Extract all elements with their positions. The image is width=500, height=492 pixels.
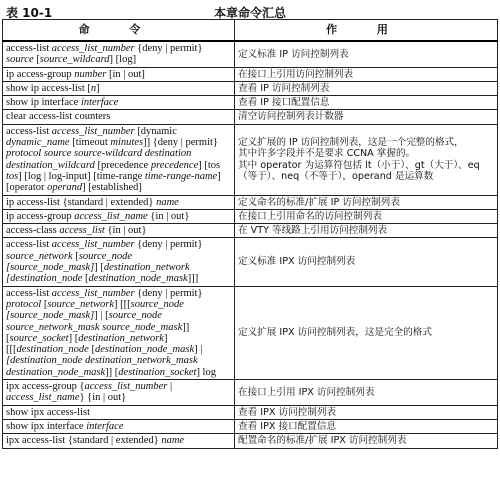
command-keyword: access-class: [6, 225, 60, 237]
effect-text: 查看 IP 访问控制列表: [238, 82, 330, 94]
command-keyword: [in | out]: [106, 68, 145, 80]
command-argument: destination_node_mask: [6, 366, 106, 378]
command-argument: [source_node_mask]: [6, 310, 95, 322]
command-argument: access_list_number: [51, 43, 135, 54]
command-argument: interface: [80, 97, 119, 109]
command-line: [6, 83, 231, 94]
command-keyword: ip access-group: [6, 210, 75, 222]
command-cell: [3, 286, 235, 379]
command-argument: source: [6, 54, 34, 66]
command-summary-table: [2, 19, 498, 449]
table-row: [3, 96, 498, 110]
command-line: [6, 421, 231, 432]
command-keyword: } {in | out}: [79, 392, 127, 404]
command-line: [6, 381, 231, 392]
command-argument: minutes: [110, 137, 144, 149]
table-row: [3, 195, 498, 209]
effect-cell: [235, 81, 498, 95]
effect-cell: [235, 195, 498, 209]
command-argument: source_node: [108, 310, 162, 322]
command-argument: source_socket: [9, 332, 69, 344]
command-keyword: [: [82, 273, 89, 285]
command-keyword: ] [: [68, 332, 79, 344]
command-line: [6, 299, 231, 310]
command-line: [6, 407, 231, 418]
command-line: [6, 148, 231, 159]
effect-text: 定义命名的标准/扩展 IP 访问控制列表: [238, 196, 400, 208]
command-line: [6, 344, 231, 355]
command-keyword: ]]: [182, 321, 190, 333]
command-line: [6, 137, 231, 148]
table-row: [3, 405, 498, 419]
effect-cell: [235, 405, 498, 419]
command-argument: source_node: [130, 298, 184, 310]
command-line: [6, 211, 231, 222]
command-cell: [3, 96, 235, 110]
table-row: [3, 224, 498, 238]
command-argument: dynamic_name: [6, 137, 70, 149]
command-argument: destination_socket: [118, 366, 197, 378]
command-keyword: access-list: [6, 125, 52, 137]
command-keyword: {deny | permit}: [134, 43, 203, 54]
command-argument: access_list_number: [51, 125, 135, 137]
command-line: [6, 262, 231, 273]
table-row: [3, 81, 498, 95]
table-row: [3, 124, 498, 195]
command-cell: [3, 209, 235, 223]
table-number: 表 10-1: [6, 6, 53, 20]
command-keyword: access-list: [6, 43, 52, 54]
command-cell: [3, 224, 235, 238]
command-keyword: ip access-group: [6, 68, 75, 80]
command-keyword: show ip access-list [: [6, 82, 91, 94]
effect-text: 在接口上引用访问控制列表: [238, 68, 354, 80]
effect-text: 定义标准 IPX 访问控制列表: [238, 256, 356, 268]
header-command: 命 令: [3, 20, 235, 42]
command-argument: name: [161, 435, 185, 447]
command-argument: source_network_mask source_node_mask: [6, 321, 183, 333]
command-keyword: {in | out}: [147, 210, 190, 222]
effect-text: 查看 IPX 接口配置信息: [238, 420, 337, 432]
command-line: [6, 225, 231, 236]
effect-text: 查看 IP 接口配置信息: [238, 97, 330, 109]
command-keyword: [: [6, 332, 10, 344]
effect-text: 定义扩展的 IP 访问控制列表，这是一个完整的格式，: [238, 137, 464, 149]
command-keyword: [: [72, 250, 79, 262]
command-keyword: [dynamic: [134, 125, 177, 137]
effect-cell: [235, 96, 498, 110]
command-line: [6, 333, 231, 344]
effect-text: 在接口上引用 IPX 访问控制列表: [238, 386, 375, 398]
effect-text: 配置命名的标准/扩展 IPX 访问控制列表: [238, 435, 407, 447]
command-line: [6, 69, 231, 80]
command-keyword: ] [log | log-input] [time-range: [18, 170, 145, 182]
command-argument: destination_network: [78, 332, 164, 344]
command-argument: access_list_number: [84, 381, 168, 393]
command-keyword: ] log: [196, 366, 216, 378]
command-cell: [3, 434, 235, 448]
command-keyword: {in | out}: [104, 225, 147, 237]
command-argument: precedence: [150, 159, 199, 171]
header-row: [3, 20, 498, 42]
effect-cell: [235, 419, 498, 433]
effect-cell: [235, 209, 498, 223]
command-keyword: ] [tos: [198, 159, 221, 171]
effect-text: 查看 IPX 访问控制列表: [238, 406, 337, 418]
table-body: [3, 41, 498, 448]
command-argument: source_node: [78, 250, 133, 262]
command-line: [6, 239, 231, 250]
command-cell: [3, 67, 235, 81]
table-row: [3, 238, 498, 286]
command-keyword: ]: [217, 170, 221, 182]
header-effect: 作 用: [235, 20, 498, 42]
command-keyword: ]]]: [187, 273, 199, 285]
effect-cell: [235, 67, 498, 81]
effect-cell: [235, 286, 498, 379]
effect-text: 定义标准 IP 访问控制列表: [238, 48, 349, 60]
command-argument: access_list_number: [51, 287, 135, 299]
command-argument: access_list_name: [74, 210, 148, 222]
command-line: [6, 273, 231, 284]
command-argument: destination_node_mask: [88, 273, 188, 285]
command-argument: [source_node_mask]: [6, 262, 95, 274]
command-argument: destination_wildcard: [6, 159, 95, 171]
command-keyword: ipx access-group {: [6, 381, 85, 393]
command-keyword: [: [41, 298, 48, 310]
command-keyword: {deny | permit}: [134, 239, 203, 251]
command-keyword: [: [88, 344, 95, 356]
command-keyword: show ipx interface: [6, 420, 87, 432]
command-cell: [3, 41, 235, 67]
command-keyword: ] [[[: [114, 298, 131, 310]
command-keyword: [[[: [6, 344, 17, 356]
command-line: [6, 111, 231, 122]
table-row: [3, 286, 498, 379]
command-argument: tos: [6, 170, 19, 182]
table-row: [3, 110, 498, 124]
command-cell: [3, 238, 235, 286]
command-line: [6, 435, 231, 446]
command-cell: [3, 195, 235, 209]
command-cell: [3, 380, 235, 406]
command-keyword: ip access-list {standard | extended}: [6, 196, 157, 208]
command-argument: interface: [86, 420, 124, 432]
effect-text: 其中许多字段并不是要求 CCNA 掌握的。: [238, 148, 416, 160]
effect-text: 在 VTY 等线路上引用访问控制列表: [238, 225, 388, 237]
command-keyword: show ipx access-list: [6, 406, 90, 418]
command-line: [6, 160, 231, 171]
command-argument: number: [74, 68, 107, 80]
command-keyword: [precedence: [94, 159, 151, 171]
command-keyword: ]: [96, 82, 100, 94]
command-keyword: |: [167, 381, 173, 393]
table-title: 本章命令汇总: [213, 6, 286, 20]
command-line: [6, 251, 231, 262]
command-line: [6, 197, 231, 208]
table-caption: [4, 2, 496, 20]
command-keyword: [: [33, 54, 40, 66]
effect-text: （等于）、neq（不等于），operand 是运算数: [238, 170, 434, 182]
command-argument: [destination_node: [6, 273, 83, 285]
command-cell: [3, 419, 235, 433]
effect-cell: [235, 124, 498, 195]
table-row: [3, 209, 498, 223]
command-argument: access_list_number: [51, 239, 135, 251]
effect-cell: [235, 238, 498, 286]
command-line: [6, 392, 231, 403]
effect-cell: [235, 224, 498, 238]
command-line: [6, 182, 231, 193]
command-keyword: ipx access-list {standard | extended}: [6, 435, 162, 447]
command-line: [6, 43, 231, 66]
command-keyword: ]: [163, 332, 168, 344]
command-argument: n: [90, 82, 97, 94]
command-keyword: ] [: [94, 262, 104, 274]
effect-text: 在接口上引用命名的访问控制列表: [238, 210, 382, 222]
command-keyword: access-list: [6, 239, 52, 251]
command-argument: name: [156, 196, 179, 208]
command-argument: destination_node_mask: [94, 344, 195, 356]
command-argument: protocol: [6, 298, 42, 310]
command-argument: destination_node: [16, 344, 89, 356]
command-line: [6, 355, 231, 366]
command-keyword: ] | [: [94, 310, 109, 322]
command-argument: access_list: [59, 225, 105, 237]
command-argument: time-range-name: [144, 170, 218, 182]
command-line: [6, 322, 231, 333]
command-argument: protocol source source-wildcard destination: [6, 148, 192, 160]
command-keyword: ] [log]: [109, 54, 137, 66]
command-line: [6, 171, 231, 182]
command-argument: source_wildcard: [39, 54, 110, 66]
command-keyword: [timeout: [69, 137, 111, 149]
effect-cell: [235, 380, 498, 406]
command-line: [6, 126, 231, 137]
command-cell: [3, 124, 235, 195]
effect-text: 清空访问控制列表计数器: [238, 111, 344, 123]
command-line: [6, 97, 231, 108]
command-keyword: [operator: [6, 182, 48, 194]
command-cell: [3, 110, 235, 124]
table-header: [3, 20, 498, 42]
table-row: [3, 67, 498, 81]
table-row: [3, 41, 498, 67]
command-keyword: ]] {deny | permit}: [143, 137, 218, 149]
effect-text: 定义扩展 IPX 访问控制列表，这是完全的格式: [238, 327, 432, 339]
command-argument: operand: [47, 182, 83, 194]
table-row: [3, 434, 498, 448]
command-keyword: access-list: [6, 287, 52, 299]
command-line: [6, 288, 231, 299]
command-keyword: {deny | permit}: [134, 287, 203, 299]
effect-cell: [235, 434, 498, 448]
command-argument: destination_network: [103, 262, 190, 274]
command-argument: [destination_node destination_network_mask: [6, 355, 198, 367]
effect-cell: [235, 41, 498, 67]
command-cell: [3, 405, 235, 419]
command-keyword: ]] [: [105, 366, 119, 378]
command-keyword: show ip interface: [6, 97, 81, 109]
effect-cell: [235, 110, 498, 124]
command-argument: source_network: [47, 298, 115, 310]
table-row: [3, 380, 498, 406]
command-line: [6, 367, 231, 378]
command-keyword: ] [established]: [82, 182, 142, 194]
command-keyword: clear access-list counters: [6, 111, 111, 123]
table-row: [3, 419, 498, 433]
command-line: [6, 310, 231, 321]
command-keyword: ] |: [194, 344, 203, 356]
command-argument: source_network: [6, 250, 73, 262]
command-cell: [3, 81, 235, 95]
command-argument: access_list_name: [6, 392, 80, 404]
effect-text: 其中 operator 为运算符包括 lt（小于）、gt（大于）、eq: [238, 159, 480, 171]
